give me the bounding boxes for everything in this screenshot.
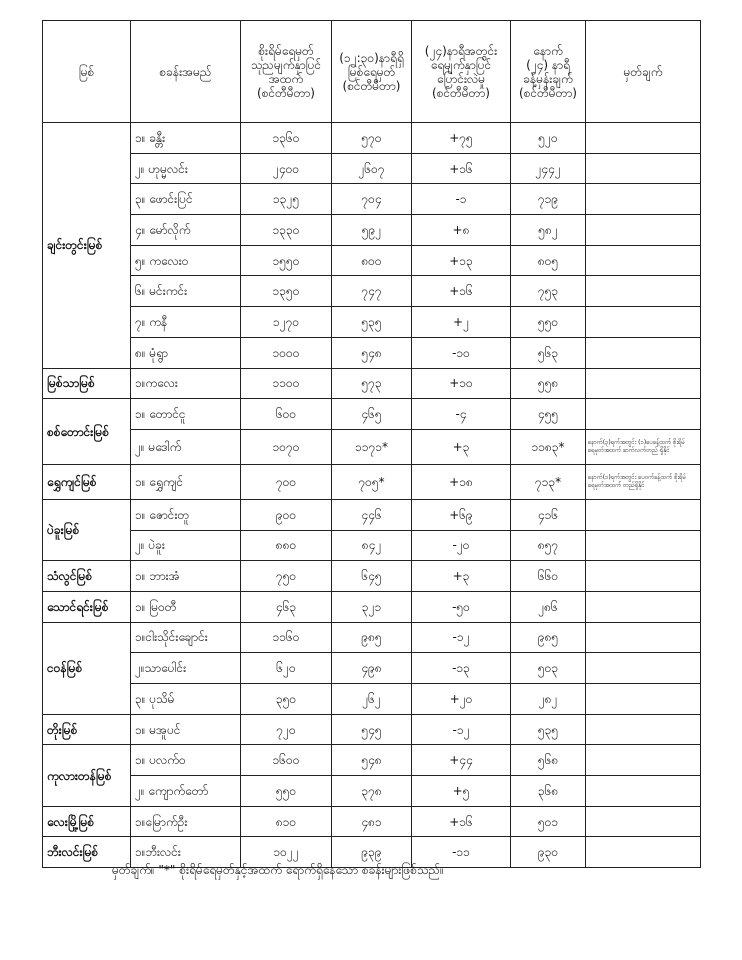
station-name: ၅။ ကလေးဝ	[131, 245, 241, 276]
table-row	[43, 806, 701, 837]
remark-cell	[586, 368, 701, 399]
current-level-cell: ၁၁၇၁*	[332, 429, 412, 464]
remark-cell	[586, 745, 701, 776]
station-name: ၇။ ကနီ	[131, 307, 241, 338]
forecast-cell: ၁၁၈၃*	[511, 429, 586, 464]
river-name: လေးမြို့မြစ်	[43, 806, 131, 837]
station-name: ၁။ ဇောင်းတူ	[131, 499, 241, 530]
station-name: ၂။သာပေါင်း	[131, 653, 241, 684]
forecast-cell: ၉၃၀	[511, 837, 586, 868]
current-level-cell: ၂၆၂	[332, 684, 412, 715]
remark-cell	[586, 399, 701, 430]
header-row	[43, 21, 701, 123]
forecast-cell: ၅၆၃	[511, 337, 586, 368]
danger-level-cell: ၁၆၀၀	[241, 745, 332, 776]
river-name: ချင်းတွင်းမြစ်	[43, 123, 131, 369]
danger-level-cell: ၁၃၂၅	[241, 184, 332, 215]
station-name: ၁။ တောင်ငူ	[131, 399, 241, 430]
danger-level-cell: ၁၂၇၀	[241, 307, 332, 338]
station-name: ၁။ ရွှေကျင်	[131, 464, 241, 499]
forecast-cell: ၇၁၉	[511, 184, 586, 215]
river-name: ငဝန်မြစ်	[43, 622, 131, 714]
change-cell: +၃	[412, 561, 511, 592]
station-name: ၆။ မင်းကင်း	[131, 276, 241, 307]
change-cell: -၄	[412, 399, 511, 430]
remark-cell	[586, 123, 701, 154]
danger-level-cell: ၆၀၀	[241, 399, 332, 430]
station-name: ၃။ ဖောင်းပြင်	[131, 184, 241, 215]
table-row	[43, 399, 701, 430]
remark-cell	[586, 653, 701, 684]
station-name: ၂။ မဒေါက်	[131, 429, 241, 464]
river-name: ကုလားတန်မြစ်	[43, 745, 131, 806]
remark-cell: နောက်(၁)ရက်အတွင်း ပေဝက်ခန့်ထက် စိုးရိမ်ရေမှတ်အထက် တည်ရှိနိုင်	[586, 464, 701, 499]
table-row	[43, 714, 701, 745]
change-cell: -၁၁	[412, 837, 511, 868]
table-row	[43, 499, 701, 530]
forecast-cell: ၂၈၆	[511, 591, 586, 622]
danger-level-cell: ၉၀၀	[241, 499, 332, 530]
current-level-cell: ၄၄၆	[332, 499, 412, 530]
table-row	[43, 307, 701, 338]
forecast-cell: ၅၃၅	[511, 714, 586, 745]
forecast-cell: ၆၆၀	[511, 561, 586, 592]
change-cell: +၂	[412, 307, 511, 338]
current-level-cell: ၇၀၅*	[332, 464, 412, 499]
danger-level-cell: ၁၁၀၀	[241, 368, 332, 399]
danger-level-cell: ၈၁၀	[241, 806, 332, 837]
current-level-cell: ၆၄၅	[332, 561, 412, 592]
header-forecast: နောက် (၂၄) နာရီ ခန့်မှန်းချက် (စင်တီမီတာ)	[511, 21, 586, 123]
river-name: သောင်ရင်းမြစ်	[43, 591, 131, 622]
current-level-cell: ၄၆၅	[332, 399, 412, 430]
current-level-cell: ၉၈၅	[332, 622, 412, 653]
remark-cell	[586, 184, 701, 215]
danger-level-cell: ၁၀၇၀	[241, 429, 332, 464]
station-name: ၁။ဘီးလင်း	[131, 837, 241, 868]
station-name: ၁။မြောက်ဦး	[131, 806, 241, 837]
remark-cell	[586, 684, 701, 715]
remark-cell	[586, 776, 701, 807]
river-level-table	[42, 20, 701, 868]
remark-cell: နောက်(၃)ရက်အတွင်း (၁)ပေခန့်ထက် စိုးရိမ်ရေမှတ်အထက် ဆက်လက်တည် ရှိနိုင်	[586, 429, 701, 464]
current-level-cell: ၅၃၅	[332, 307, 412, 338]
change-cell: -၂၀	[412, 530, 511, 561]
danger-level-cell: ၁၅၅၀	[241, 245, 332, 276]
header-current-level: (၁၂:၃၀)နာရီရှိ မြစ်ရေမှတ် (စင်တီမီတာ)	[332, 21, 412, 123]
river-name: ရွှေကျင်မြစ်	[43, 464, 131, 499]
change-cell: -၁၀	[412, 337, 511, 368]
forecast-cell: ၅၅၀	[511, 307, 586, 338]
river-name: သံလွင်မြစ်	[43, 561, 131, 592]
table-row	[43, 684, 701, 715]
forecast-cell: ၅၅၈	[511, 368, 586, 399]
footnote: မှတ်ချက်။ "*" စိုးရိမ်ရေမှတ်နှင့်အထက် ရောက်ရှိနေသော စခန်းများဖြစ်သည်။	[112, 863, 444, 877]
table-row	[43, 123, 701, 154]
header-remarks: မှတ်ချက်	[586, 21, 701, 123]
danger-level-cell: ၁၃၅၀	[241, 276, 332, 307]
forecast-cell: ၈၀၅	[511, 245, 586, 276]
table-row	[43, 245, 701, 276]
forecast-cell: ၅၂၀	[511, 123, 586, 154]
river-name: မြစ်သာမြစ်	[43, 368, 131, 399]
remark-cell	[586, 245, 701, 276]
current-level-cell: ၃၂၁	[332, 591, 412, 622]
current-level-cell: ၂၆၀၇	[332, 153, 412, 184]
forecast-cell: ၂၄၄၂	[511, 153, 586, 184]
table-row	[43, 530, 701, 561]
station-name: ၂။ ကျောက်တော်	[131, 776, 241, 807]
remark-cell	[586, 307, 701, 338]
current-level-cell: ၇၀၄	[332, 184, 412, 215]
danger-level-cell: ၆၂၀	[241, 653, 332, 684]
danger-level-cell: ၁၃၃၀	[241, 215, 332, 246]
remark-cell	[586, 499, 701, 530]
danger-level-cell: ၁၀၀၀	[241, 337, 332, 368]
remark-cell	[586, 153, 701, 184]
station-name: ၈။ မုံရွာ	[131, 337, 241, 368]
danger-level-cell: ၄၆၃	[241, 591, 332, 622]
forecast-cell: ၇၅၃	[511, 276, 586, 307]
river-name: ပဲခူးမြစ်	[43, 499, 131, 560]
forecast-cell: ၅၆၈	[511, 745, 586, 776]
remark-cell	[586, 276, 701, 307]
danger-level-cell: ၁၃၆၀	[241, 123, 332, 154]
table-row	[43, 215, 701, 246]
table-row	[43, 368, 701, 399]
danger-level-cell: ၇၅၀	[241, 561, 332, 592]
forecast-cell: ၇၁၃*	[511, 464, 586, 499]
station-name: ၁။ ဘားအံ	[131, 561, 241, 592]
station-name: ၁။ကလေး	[131, 368, 241, 399]
change-cell: +၁၈	[412, 464, 511, 499]
forecast-cell: ၅၈၂	[511, 215, 586, 246]
table-row	[43, 561, 701, 592]
table-row	[43, 653, 701, 684]
current-level-cell: ၅၇၃	[332, 368, 412, 399]
station-name: ၂။ ပဲခူး	[131, 530, 241, 561]
river-name: တိုးမြစ်	[43, 714, 131, 745]
current-level-cell: ၇၄၇	[332, 276, 412, 307]
remark-cell	[586, 837, 701, 868]
forecast-cell: ၄၅၅	[511, 399, 586, 430]
remark-cell	[586, 622, 701, 653]
station-name: ၁။ မြဝတီ	[131, 591, 241, 622]
danger-level-cell: ၁၁၆၀	[241, 622, 332, 653]
table-row	[43, 276, 701, 307]
river-name: ဘီးလင်းမြစ်	[43, 837, 131, 868]
remark-cell	[586, 215, 701, 246]
forecast-cell: ၈၅၇	[511, 530, 586, 561]
forecast-cell: ၂၈၂	[511, 684, 586, 715]
table-row	[43, 429, 701, 464]
current-level-cell: ၉၃၉	[332, 837, 412, 868]
danger-level-cell: ၁၀၂၂	[241, 837, 332, 868]
remark-cell	[586, 530, 701, 561]
change-cell: +၈	[412, 215, 511, 246]
remark-cell	[586, 561, 701, 592]
table-row	[43, 776, 701, 807]
current-level-cell: ၈၀၀	[332, 245, 412, 276]
forecast-cell: ၄၁၆	[511, 499, 586, 530]
change-cell: -၁၃	[412, 653, 511, 684]
change-cell: +၁၃	[412, 245, 511, 276]
change-cell: +၇၅	[412, 123, 511, 154]
change-cell: +၁၆	[412, 276, 511, 307]
current-level-cell: ၅၄၈	[332, 337, 412, 368]
station-name: ၁။ မအူပင်	[131, 714, 241, 745]
station-name: ၁။ ခန္တီး	[131, 123, 241, 154]
header-24h-change: (၂၄)နာရီအတွင်း ရေမျက်နှာပြင် ပြောင်းလဲမှု (စင်တီမီတာ)	[412, 21, 511, 123]
change-cell: +၃	[412, 429, 511, 464]
forecast-cell: ၅၀၁	[511, 806, 586, 837]
change-cell: -၅၀	[412, 591, 511, 622]
remark-cell	[586, 591, 701, 622]
table-body	[43, 123, 701, 868]
current-level-cell: ၅၇၀	[332, 123, 412, 154]
table-row	[43, 622, 701, 653]
table-row	[43, 184, 701, 215]
danger-level-cell: ၃၅၀	[241, 684, 332, 715]
current-level-cell: ၈၄၂	[332, 530, 412, 561]
station-name: ၁။ငါးသိုင်းချောင်း	[131, 622, 241, 653]
header-danger-level: စိုးရိမ်ရေမှတ် သုညမျက်နှာပြင် အထက် (စင်တီမီတာ)	[241, 21, 332, 123]
table-row	[43, 745, 701, 776]
forecast-cell: ၉၈၅	[511, 622, 586, 653]
station-name: ၂။ ဟုမ္မလင်း	[131, 153, 241, 184]
remark-cell	[586, 337, 701, 368]
forecast-cell: ၅၀၃	[511, 653, 586, 684]
station-name: ၁။ ပလက်ဝ	[131, 745, 241, 776]
table-row	[43, 464, 701, 499]
current-level-cell: ၅၉၂	[332, 215, 412, 246]
header-station: စခန်းအမည်	[131, 21, 241, 123]
header-river: မြစ်	[43, 21, 131, 123]
change-cell: +၅	[412, 776, 511, 807]
change-cell: +၄၄	[412, 745, 511, 776]
change-cell: +၁၆	[412, 153, 511, 184]
change-cell: +၂၀	[412, 684, 511, 715]
change-cell: +၁၀	[412, 368, 511, 399]
current-level-cell: ၄၈၁	[332, 806, 412, 837]
table-row	[43, 337, 701, 368]
change-cell: +၆၉	[412, 499, 511, 530]
danger-level-cell: ၇၀၀	[241, 464, 332, 499]
change-cell: +၁၆	[412, 806, 511, 837]
table-row	[43, 153, 701, 184]
danger-level-cell: ၇၂၀	[241, 714, 332, 745]
remark-cell	[586, 714, 701, 745]
forecast-cell: ၃၆၈	[511, 776, 586, 807]
current-level-cell: ၅၄၈	[332, 745, 412, 776]
danger-level-cell: ၈၈၀	[241, 530, 332, 561]
river-name: စစ်တောင်းမြစ်	[43, 399, 131, 465]
danger-level-cell: ၅၅၀	[241, 776, 332, 807]
current-level-cell: ၃၇၈	[332, 776, 412, 807]
current-level-cell: ၄၉၈	[332, 653, 412, 684]
change-cell: -၁၂	[412, 714, 511, 745]
danger-level-cell: ၂၄၀၀	[241, 153, 332, 184]
remark-cell	[586, 806, 701, 837]
current-level-cell: ၅၄၅	[332, 714, 412, 745]
change-cell: -၁၂	[412, 622, 511, 653]
change-cell: -၁	[412, 184, 511, 215]
table-row	[43, 591, 701, 622]
station-name: ၄။ မော်လိုက်	[131, 215, 241, 246]
station-name: ၃။ ပုသိမ်	[131, 684, 241, 715]
